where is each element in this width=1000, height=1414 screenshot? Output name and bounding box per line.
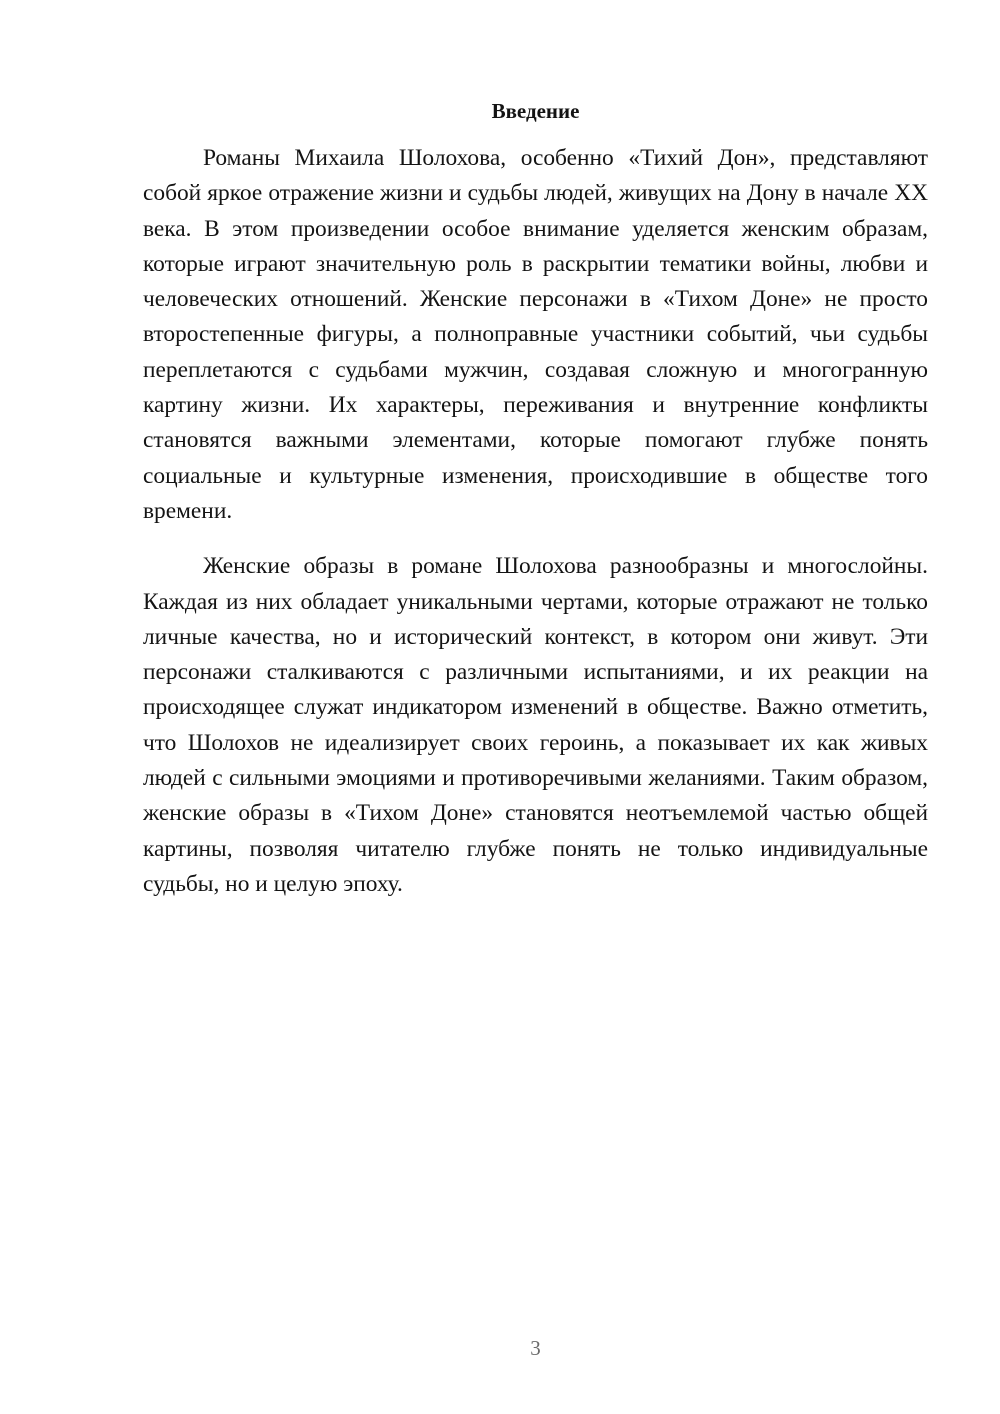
page-number: 3	[530, 1336, 541, 1360]
body-text	[143, 141, 928, 902]
section-heading: Введение	[491, 99, 580, 123]
paragraph-1: Романы Михаила Шолохова, особенно «Тихий Дон», представляют собой яркое отражение жизни и судьбы людей, живущих на Дону в начале XX века. В этом произведении особое внимание уделяется женским образам, которые играют значительную роль в раскрытии тематики войны, любви и человеческих отношений. Женские персонажи в «Тихом Доне» не просто второстепенные фигуры, а полноправные участники событий, чьи судьбы переплетаются с судьбами мужчин, создавая сложную и многогранную картину жизни. Их характеры, переживания и внутренние конфликты становятся важными элементами, которые помогают глубже понять социальные и культурные изменения, происходившие в обществе того времени.	[143, 145, 928, 524]
paragraph-2: Женские образы в романе Шолохова разнообразны и многослойны. Каждая из них обладает уникальными чертами, которые отражают не только личные качества, но и исторический контекст, в котором они живут. Эти персонажи сталкиваются с различными испытаниями, и их реакции на происходящее служат индикатором изменений в обществе. Важно отметить, что Шолохов не идеализирует своих героинь, а показывает их как живых людей с сильными эмоциями и противоречивыми желаниями. Таким образом, женские образы в «Тихом Доне» становятся неотъемлемой частью общей картины, позволяя читателю глубже понять не только индивидуальные судьбы, но и целую эпоху.	[143, 553, 928, 897]
